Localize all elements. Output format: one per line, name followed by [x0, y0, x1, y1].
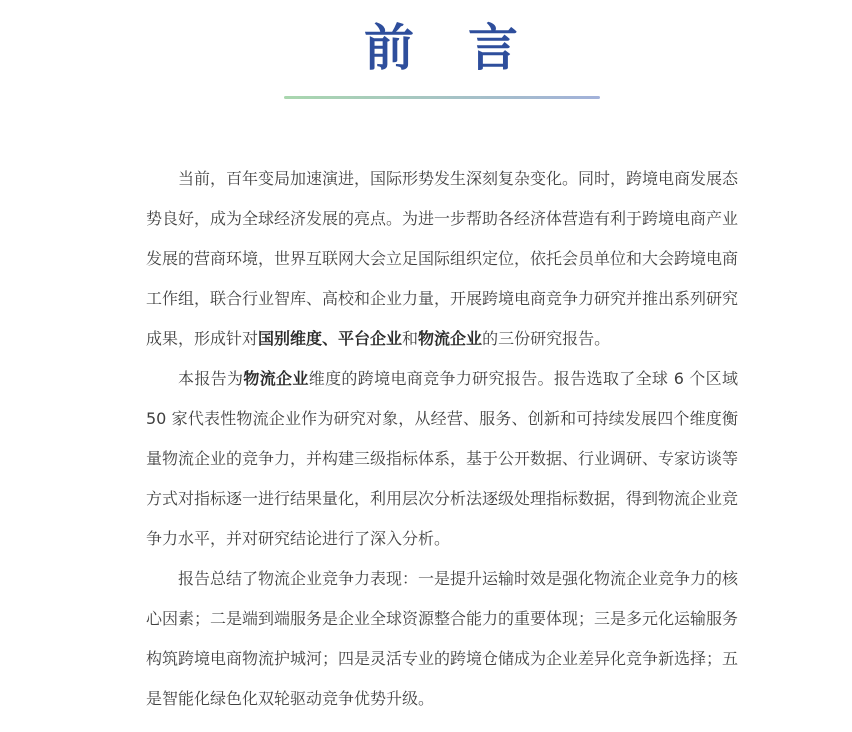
text-run: 当前，百年变局加速演进，国际形势发生深刻复杂变化。同时，跨境电商发展态势良好，成为全球经济发展的亮点。为进一步帮助各经济体营造有利于跨境电商产业发展的营商环境，世界互联网大会立足国际组织定位，依托会员单位和大会跨境电商工作组，联合行业智库、高校和企业力量，开展跨境电商竞争力研究并推出系列研究成果，形成针对 — [146, 169, 739, 348]
content-column — [146, 0, 738, 719]
title-underline-divider — [284, 96, 600, 99]
paragraph — [146, 559, 738, 719]
preface-header — [146, 0, 738, 99]
text-run: 报告总结了物流企业竞争力表现：一是提升运输时效是强化物流企业竞争力的核心因素；二是端到端服务是企业全球资源整合能力的重要体现；三是多元化运输服务构筑跨境电商物流护城河；四是灵活专业的跨境仓储成为企业差异化竞争新选择；五是智能化绿色化双轮驱动竞争优势升级。 — [146, 569, 739, 708]
bold-text-run: 国别维度、平台企业 — [258, 329, 403, 348]
bold-text-run: 物流企业 — [418, 329, 483, 348]
paragraph — [146, 359, 738, 559]
text-run: 本报告为 — [178, 369, 244, 388]
page-title: 前 言 — [364, 19, 520, 77]
text-run: 的三份研究报告。 — [482, 329, 611, 348]
text-run: 和 — [402, 329, 419, 348]
bold-text-run: 物流企业 — [243, 369, 309, 388]
paragraph — [146, 159, 738, 359]
preface-body — [146, 159, 738, 719]
text-run: 维度的跨境电商竞争力研究报告。报告选取了全球 6 个区域 50 家代表性物流企业作为研究对象，从经营、服务、创新和可持续发展四个维度衡量物流企业的竞争力，并构建三级指标体系，基于公开数据、行业调研、专家访谈等方式对指标逐一进行结果量化，利用层次分析法逐级处理指标数据，得到物流企业竞争力水平，并对研究结论进行了深入分析。 — [146, 369, 739, 548]
